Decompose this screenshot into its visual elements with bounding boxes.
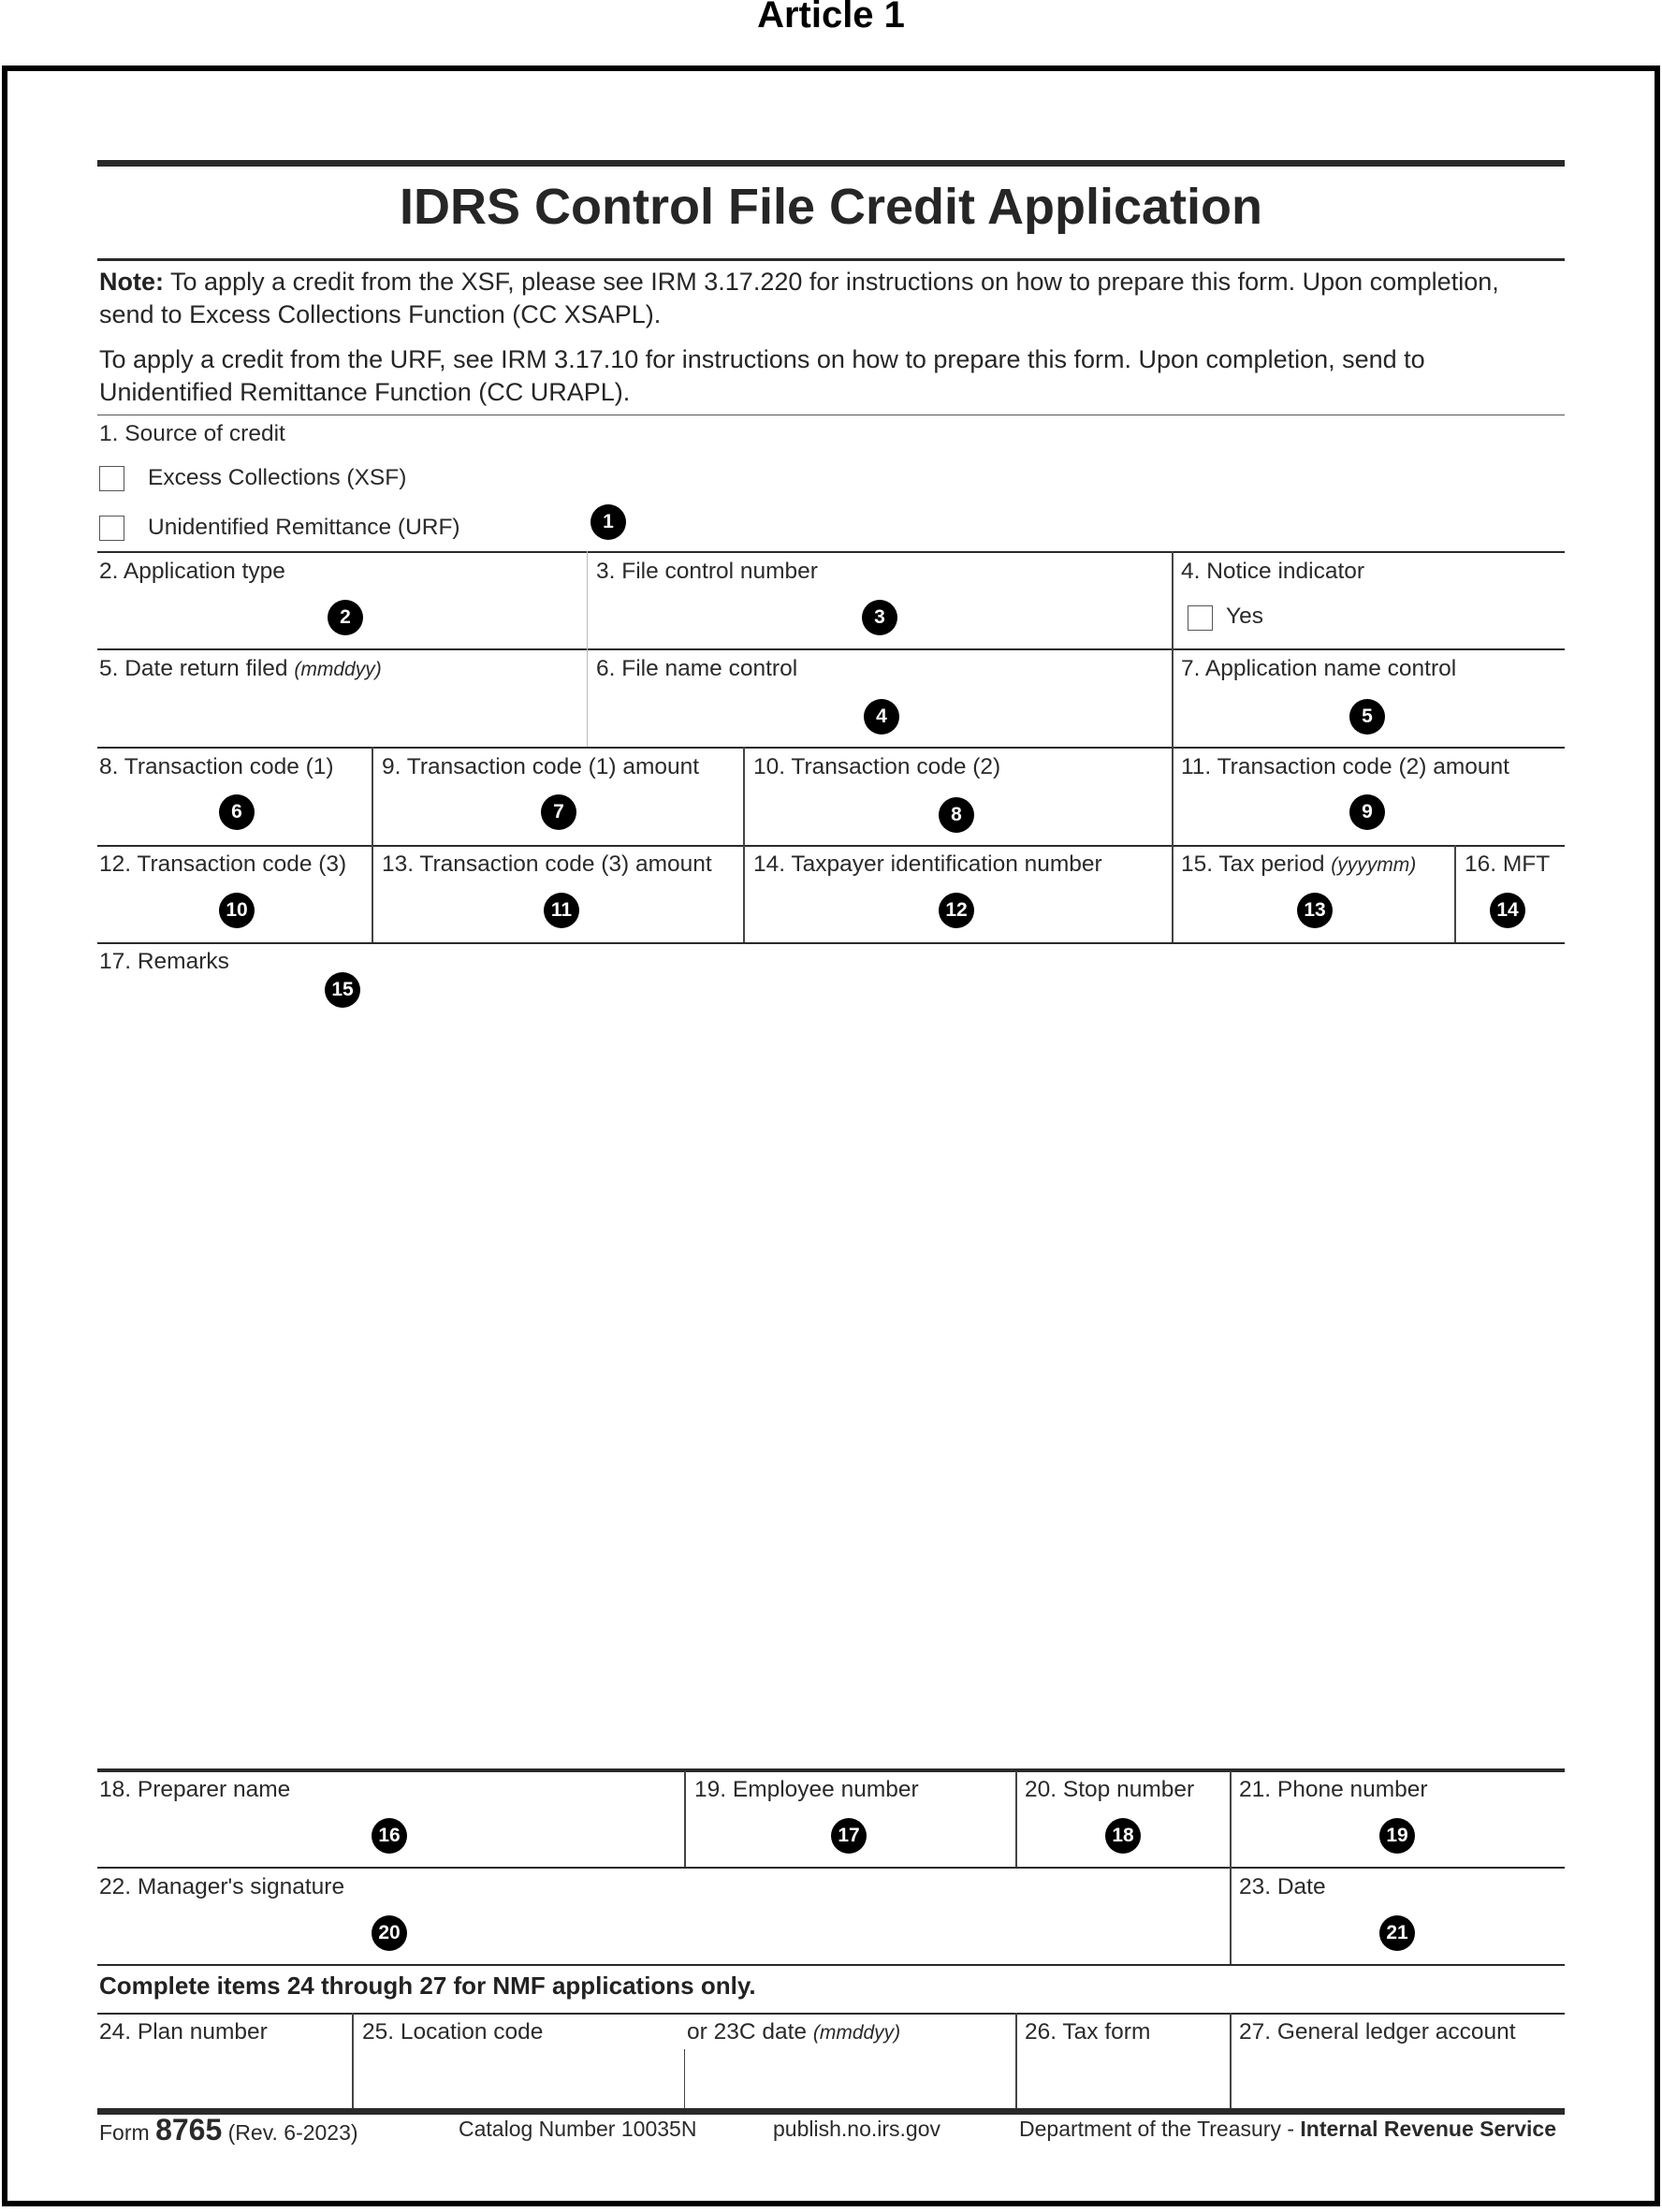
title-rule: [97, 258, 1565, 261]
rule: [97, 747, 1565, 749]
field-file-control-number: 3. File control number: [596, 559, 818, 584]
field-phone-number: 21. Phone number: [1239, 1777, 1428, 1802]
checkbox-notice-yes[interactable]: [1188, 605, 1213, 631]
divider: [1230, 1771, 1232, 1964]
nmf-instruction: Complete items 24 through 27 for NMF applications only.: [99, 1972, 756, 2000]
notice-yes-label: Yes: [1226, 604, 1263, 629]
field-notice-indicator: 4. Notice indicator: [1181, 559, 1365, 584]
callout-badge: 7: [541, 794, 576, 830]
callout-badge: 12: [939, 893, 974, 928]
callout-badge: 20: [372, 1915, 407, 1951]
catalog-number: Catalog Number 10035N: [459, 2117, 697, 2141]
form-revision: (Rev. 6-2023): [227, 2120, 358, 2145]
checkbox-urf[interactable]: [99, 516, 124, 541]
field-mft: 16. MFT: [1465, 851, 1551, 877]
field-preparer-name: 18. Preparer name: [99, 1777, 291, 1802]
note-urf: To apply a credit from the URF, see IRM 3.17.10 for instructions on how to prepare this form. Upon completion, send to Unidentified Remittance Function (CC URAPL).: [99, 345, 1425, 406]
department: [1019, 2117, 1556, 2142]
field-tax-period: [1181, 851, 1416, 878]
callout-badge: 11: [544, 893, 579, 928]
field-plan-number: 24. Plan number: [99, 2019, 268, 2045]
field-tax-form: 26. Tax form: [1025, 2019, 1151, 2045]
note-label: Note:: [99, 268, 164, 296]
divider: [1230, 2013, 1232, 2108]
dept-text: Department of the Treasury -: [1019, 2117, 1301, 2141]
divider: [684, 2049, 685, 2108]
top-rule: [97, 160, 1565, 167]
agency-text: Internal Revenue Service: [1300, 2117, 1556, 2141]
callout-badge: 14: [1490, 893, 1525, 928]
field-transaction-code-1: 8. Transaction code (1): [99, 754, 334, 779]
option-urf-label: Unidentified Remittance (URF): [148, 515, 460, 540]
checkbox-xsf[interactable]: [99, 466, 124, 491]
field-hint: (mmddyy): [812, 2022, 901, 2044]
note-xsf-text: To apply a credit from the XSF, please see IRM 3.17.220 for instructions on how to prepare this form. Upon completion, send to Excess Collections Function (CC XSAPL).: [99, 268, 1499, 328]
field-label: 15. Tax period: [1181, 851, 1325, 877]
divider: [1454, 845, 1456, 942]
field-application-type: 2. Application type: [99, 559, 285, 584]
callout-badge: 2: [328, 600, 363, 635]
divider: [1015, 2013, 1017, 2108]
rule: [97, 942, 1565, 944]
field-hint: (mmddyy): [294, 659, 382, 680]
callout-badge: 6: [219, 794, 255, 830]
field-date: 23. Date: [1239, 1874, 1326, 1899]
remarks-area[interactable]: [97, 982, 1565, 1759]
rule: [97, 648, 1565, 650]
field-23c-date: [687, 2019, 900, 2045]
form-id: [99, 2113, 358, 2147]
callout-badge: 16: [372, 1818, 407, 1854]
form-title: IDRS Control File Credit Application: [399, 179, 1262, 235]
field-transaction-code-2: 10. Transaction code (2): [753, 754, 1001, 779]
callout-badge: 4: [864, 699, 899, 735]
field-application-name-control: 7. Application name control: [1181, 656, 1457, 681]
rule: [97, 845, 1565, 847]
callout-badge: 21: [1379, 1915, 1415, 1951]
callout-badge: 10: [219, 893, 255, 928]
divider: [1015, 1771, 1017, 1867]
form-prefix: Form: [99, 2120, 150, 2145]
field-stop-number: 20. Stop number: [1025, 1777, 1195, 1802]
rule: [97, 2013, 1565, 2015]
field-location-code: 25. Location code: [362, 2019, 544, 2045]
field-remarks: 17. Remarks: [99, 949, 229, 974]
field-transaction-code-3: 12. Transaction code (3): [99, 851, 347, 877]
field-general-ledger-account: 27. General ledger account: [1239, 2019, 1516, 2045]
form-number: 8765: [155, 2113, 223, 2147]
field-hint: (yyyymm): [1331, 854, 1417, 876]
divider: [587, 551, 588, 747]
rule: [97, 551, 1565, 553]
callout-badge: 8: [939, 797, 974, 833]
article-heading: Article 1: [757, 0, 905, 36]
publish-site: publish.no.irs.gov: [773, 2117, 940, 2141]
callout-badge: 5: [1349, 699, 1385, 735]
field-transaction-code-1-amount: 9. Transaction code (1) amount: [382, 754, 700, 779]
rule: [97, 1964, 1565, 1966]
field-date-return-filed: [99, 656, 382, 682]
callout-badge: 9: [1349, 794, 1385, 830]
callout-badge: 3: [862, 600, 897, 635]
callout-badge: 13: [1297, 893, 1333, 928]
note-xsf: [99, 266, 1559, 331]
divider: [352, 2013, 354, 2108]
divider: [1172, 551, 1174, 942]
field-label: 5. Date return filed: [99, 656, 288, 681]
divider: [684, 1771, 686, 1867]
divider: [743, 747, 745, 942]
divider: [372, 747, 373, 942]
field-file-name-control: 6. File name control: [596, 656, 798, 681]
callout-badge: 18: [1105, 1818, 1141, 1854]
field-transaction-code-2-amount: 11. Transaction code (2) amount: [1181, 754, 1509, 779]
section-rule: [97, 1768, 1565, 1772]
field-label: or 23C date: [687, 2019, 808, 2045]
field-employee-number: 19. Employee number: [694, 1777, 919, 1802]
callout-badge: 17: [831, 1818, 867, 1854]
field-manager-signature: 22. Manager's signature: [99, 1874, 345, 1899]
callout-badge: 1: [590, 504, 626, 540]
field-transaction-code-3-amount: 13. Transaction code (3) amount: [382, 851, 712, 877]
field-taxpayer-identification-number: 14. Taxpayer identification number: [753, 851, 1102, 877]
callout-badge: 19: [1379, 1818, 1415, 1854]
callout-badge: 15: [325, 972, 360, 1008]
option-xsf-label: Excess Collections (XSF): [148, 465, 407, 490]
rule: [97, 1867, 1565, 1869]
source-label: 1. Source of credit: [99, 421, 285, 446]
